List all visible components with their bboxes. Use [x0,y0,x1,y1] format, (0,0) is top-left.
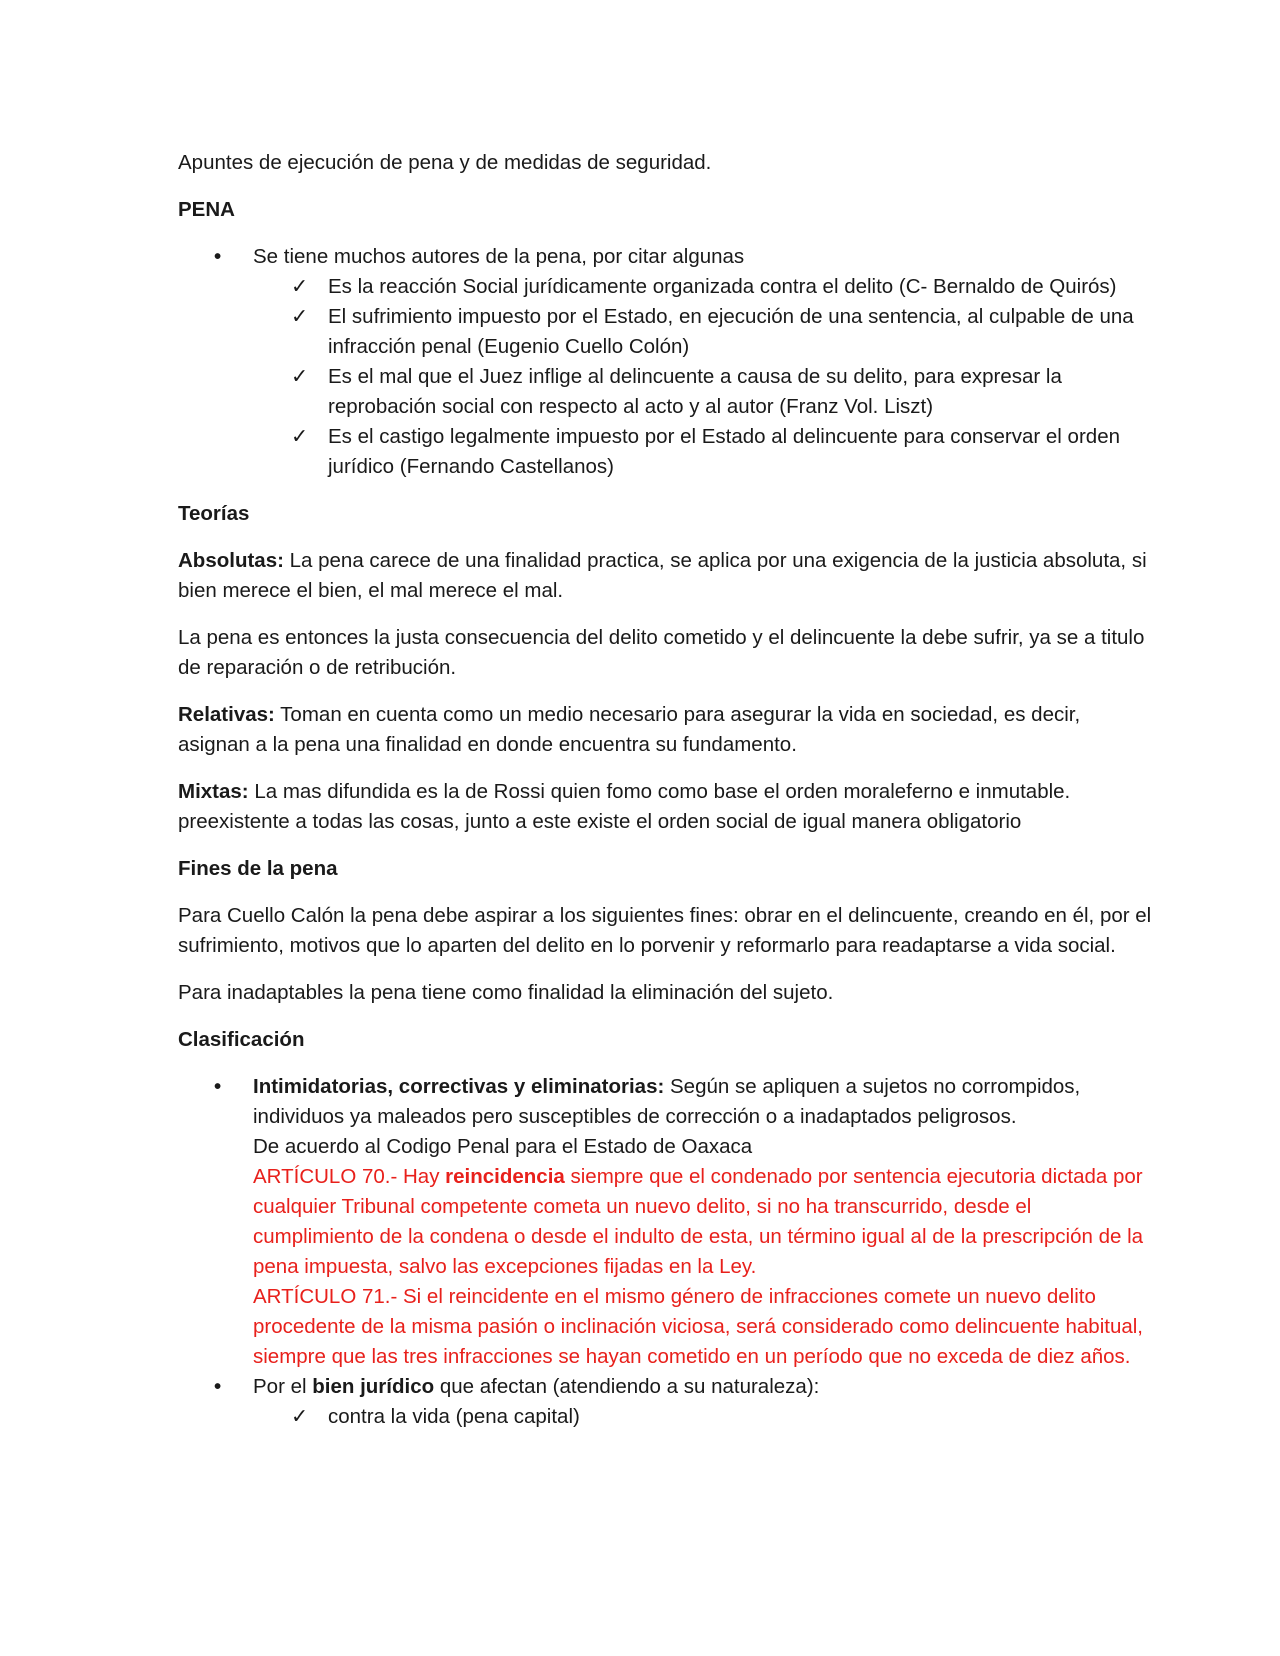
definition-text: El sufrimiento impuesto por el Estado, en ejecución de una sentencia, al culpable de una infracción penal (Eugenio Cuello Colón) [328,305,1134,358]
checkmark-icon: ✓ [291,275,309,298]
bien-juridico-subitem [253,1402,1156,1432]
clasificacion-item-intimidatorias [178,1072,1156,1372]
pena-bullet-list [178,242,1156,482]
fines-paragraph-2: Para inadaptables la pena tiene como finalidad la eliminación del sujeto. [178,981,834,1004]
pena-bullet-item [178,242,1156,482]
definition-text: Es el mal que el Juez inflige al delincuente a causa de su delito, para expresar la reprobación social con respecto al acto y al autor (Franz Vol. Liszt) [328,365,1062,418]
bullet-icon: • [214,1075,222,1098]
mixtas-paragraph [178,777,1156,837]
clasificacion-list [178,1072,1156,1432]
pena-intro-text: Se tiene muchos autores de la pena, por citar algunas [253,245,745,268]
bien-juridico-start: Por el [253,1375,313,1398]
intimidatorias-line [253,1072,1156,1132]
absolutas-label: Absolutas: [178,549,284,572]
definition-item [253,362,1156,422]
articulo-71: ARTÍCULO 71.- Si el reincidente en el mismo género de infracciones comete un nuevo delito procedente de la misma pasión o inclinación viciosa, será considerado como delincuente habitual, siempre que las tres infracciones se hayan cometido en un período que no exceda de diez años. [253,1285,1143,1368]
definition-item [253,422,1156,482]
relativas-paragraph [178,700,1156,760]
document-body [178,148,1156,1449]
bien-juridico-term: bien jurídico [312,1375,435,1398]
checkmark-icon: ✓ [291,1405,309,1428]
fines-heading: Fines de la pena [178,857,338,880]
mixtas-label: Mixtas: [178,780,249,803]
articulo-70-end: siempre que el condenado por sentencia ejecutoria dictada por cualquier Tribunal competente cometa un nuevo delito, si no ha transcurrido, desde el cumplimiento de la condena o desde el indulto de esta, un término igual al de la prescripción de la pena impuesta, salvo las excepciones fijadas en la Ley. [253,1165,1144,1278]
pena-heading: PENA [178,198,235,221]
bien-juridico-sublist [253,1402,1156,1432]
absolutas-continuation: La pena es entonces la justa consecuencia del delito cometido y el delincuente la debe sufrir, ya se a titulo de reparación o de retribución. [178,626,1145,679]
articulo-70 [253,1162,1156,1282]
clasificacion-heading: Clasificación [178,1028,305,1051]
relativas-text: Toman en cuenta como un medio necesario para asegurar la vida en sociedad, es decir, asignan a la pena una finalidad en donde encuentra su fundamento. [178,703,1081,756]
codigo-penal-line: De acuerdo al Codigo Penal para el Estado de Oaxaca [253,1135,753,1158]
teorias-heading: Teorías [178,502,250,525]
absolutas-paragraph [178,546,1156,606]
definition-text: Es la reacción Social jurídicamente organizada contra el delito (C- Bernaldo de Quirós) [328,275,1117,298]
fines-paragraph-1: Para Cuello Calón la pena debe aspirar a los siguientes fines: obrar en el delincuente, creando en él, por el sufrimiento, motivos que lo aparten del delito en lo porvenir y reformarlo para readaptarse a vida social. [178,904,1152,957]
definition-item [253,272,1156,302]
checkmark-icon: ✓ [291,365,309,388]
articulo-70-start: ARTÍCULO 70.- Hay [253,1165,446,1188]
reincidencia-term: reincidencia [445,1165,565,1188]
bullet-icon: • [214,245,222,268]
clasificacion-item-bien-juridico [178,1372,1156,1432]
mixtas-text: La mas difundida es la de Rossi quien fomo como base el orden moraleferno e inmutable. preexistente a todas las cosas, junto a este existe el orden social de igual manera obligatorio [178,780,1071,833]
document-title: Apuntes de ejecución de pena y de medidas de seguridad. [178,151,712,174]
bien-juridico-end: que afectan (atendiendo a su naturaleza): [434,1375,820,1398]
definition-text: Es el castigo legalmente impuesto por el Estado al delincuente para conservar el orden jurídico (Fernando Castellanos) [328,425,1120,478]
definitions-list [253,272,1156,482]
intimidatorias-label: Intimidatorias, correctivas y eliminatorias: [253,1075,665,1098]
checkmark-icon: ✓ [291,305,309,328]
intimidatorias-text: Según se apliquen a sujetos no corrompidos, individuos ya maleados pero susceptibles de corrección o a inadaptados peligrosos. [253,1075,1081,1128]
contra-la-vida-text: contra la vida (pena capital) [328,1405,580,1428]
definition-item [253,302,1156,362]
checkmark-icon: ✓ [291,425,309,448]
relativas-label: Relativas: [178,703,275,726]
absolutas-text: La pena carece de una finalidad practica, se aplica por una exigencia de la justicia absoluta, si bien merece el bien, el mal merece el mal. [178,549,1147,602]
bullet-icon: • [214,1375,222,1398]
